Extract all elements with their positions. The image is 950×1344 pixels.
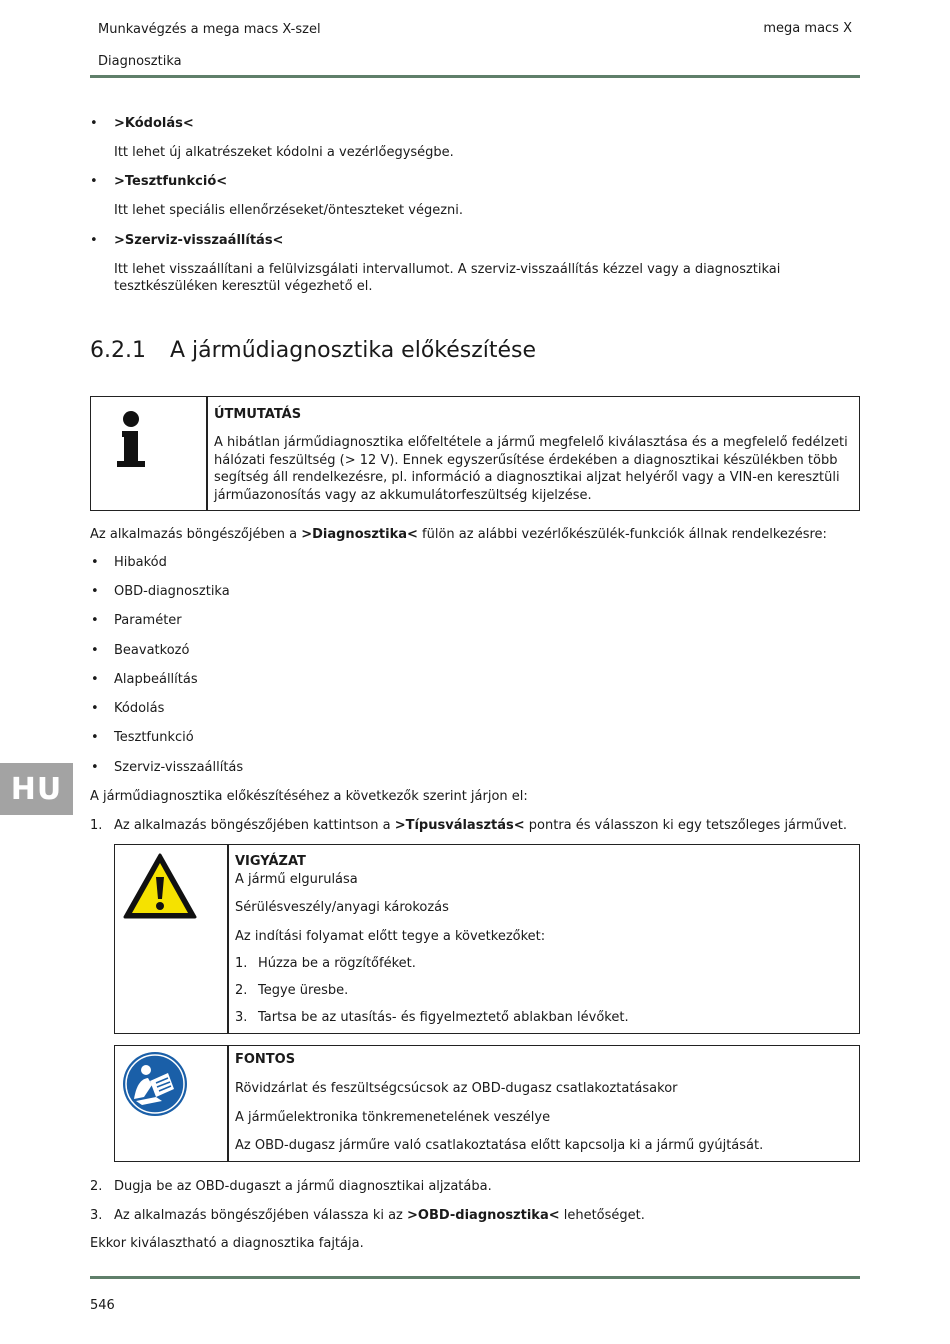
step-text-part: lehetőséget. bbox=[559, 1208, 645, 1223]
list-bullet: • bbox=[91, 613, 99, 628]
step-text-bold: >Típusválasztás< bbox=[394, 818, 525, 833]
list-item: Beavatkozó bbox=[114, 643, 190, 658]
warning-lead: Az indítási folyamat előtt tegye a következőket: bbox=[235, 929, 546, 944]
bullet-icon: • bbox=[90, 233, 98, 248]
header-product: mega macs X bbox=[763, 21, 852, 36]
step-number: 1. bbox=[90, 818, 103, 833]
step-number: 3. bbox=[90, 1208, 103, 1223]
bullet-icon: • bbox=[90, 116, 98, 131]
warning-step-number: 2. bbox=[235, 983, 248, 998]
bullet-desc: Itt lehet visszaállítani a felülvizsgálati intervallumot. A szerviz-visszaállítás kézzel vagy a diagnosztikai tesztkészüléken keresztül végezhető el. bbox=[114, 262, 781, 294]
warning-step-text: Tartsa be az utasítás- és figyelmeztető ablakban lévőket. bbox=[258, 1010, 629, 1025]
bullet-title: >Kódolás< bbox=[114, 116, 194, 131]
language-tab: HU bbox=[0, 763, 73, 815]
important-divider bbox=[227, 1046, 229, 1161]
list-item: Szerviz-visszaállítás bbox=[114, 760, 244, 775]
important-line: Rövidzárlat és feszültségcsúcsok az OBD-dugasz csatlakoztatásakor bbox=[235, 1081, 678, 1096]
list-item: Paraméter bbox=[114, 613, 182, 628]
important-line: Az OBD-dugasz járműre való csatlakoztatása előtt kapcsolja ki a jármű gyújtását. bbox=[235, 1138, 764, 1153]
list-bullet: • bbox=[91, 643, 99, 658]
prep-intro: A járműdiagnosztika előkészítéséhez a következők szerint járjon el: bbox=[90, 789, 528, 804]
bullet-title: >Tesztfunkció< bbox=[114, 174, 228, 189]
list-bullet: • bbox=[91, 555, 99, 570]
note-text: A hibátlan járműdiagnosztika előfeltétele a jármű megfelelő kiválasztása és a megfelelő fedélzeti hálózati feszültség (> 12 V). Ennek egyszerűsítése érdekében a diagnosztikai készülékben több segítség áll rendelkezésre, pl. információ a diagnosztikai aljzat helyéről vagy a VIN-en keresztüli járműazonosítás vagy az akkumulátorfeszültség kijelzése. bbox=[214, 435, 848, 503]
warning-step-number: 1. bbox=[235, 956, 248, 971]
note-box bbox=[90, 396, 860, 511]
important-title: FONTOS bbox=[235, 1052, 296, 1067]
step-text-part: Az alkalmazás böngészőjében kattintson a bbox=[114, 818, 395, 833]
step-text-part: Az alkalmazás böngészőjében válassza ki az bbox=[114, 1208, 408, 1223]
list-bullet: • bbox=[91, 672, 99, 687]
important-line: A járműelektronika tönkremenetelének veszélye bbox=[235, 1110, 551, 1125]
page-number: 546 bbox=[90, 1298, 115, 1313]
step-text bbox=[114, 818, 847, 833]
warning-step-text: Tegye üresbe. bbox=[258, 983, 349, 998]
section-title: A járműdiagnosztika előkészítése bbox=[170, 338, 537, 363]
info-icon bbox=[111, 409, 155, 469]
list-item: Alapbeállítás bbox=[114, 672, 198, 687]
list-bullet: • bbox=[91, 701, 99, 716]
read-manual-icon bbox=[122, 1051, 188, 1117]
bullet-icon: • bbox=[90, 174, 98, 189]
warning-divider bbox=[227, 845, 229, 1033]
warning-step-number: 3. bbox=[235, 1010, 248, 1025]
warning-box bbox=[114, 844, 860, 1034]
step-text bbox=[114, 1208, 645, 1223]
note-divider bbox=[206, 397, 208, 510]
warning-title: VIGYÁZAT bbox=[235, 854, 306, 869]
list-item: Hibakód bbox=[114, 555, 167, 570]
section-number: 6.2.1 bbox=[90, 338, 146, 363]
warning-risk: Sérülésveszély/anyagi károkozás bbox=[235, 900, 449, 915]
step-text-part: pontra és válasszon ki egy tetszőleges járművet. bbox=[524, 818, 847, 833]
list-item: OBD-diagnosztika bbox=[114, 584, 230, 599]
section-heading bbox=[90, 338, 536, 363]
warning-step-text: Húzza be a rögzítőféket. bbox=[258, 956, 416, 971]
step-text-bold: >OBD-diagnosztika< bbox=[407, 1208, 560, 1223]
step-text-part: Dugja be az OBD-dugaszt a jármű diagnosztikai aljzatába. bbox=[114, 1179, 492, 1194]
header-section: Diagnosztika bbox=[98, 54, 182, 69]
list-item: Kódolás bbox=[114, 701, 165, 716]
functions-intro-text: fülön az alábbi vezérlőkészülék-funkciók állnak rendelkezésre: bbox=[417, 527, 827, 542]
bullet-desc: Itt lehet speciális ellenőrzéseket/önteszteket végezni. bbox=[114, 203, 464, 218]
important-box bbox=[114, 1045, 860, 1162]
list-item: Tesztfunkció bbox=[114, 730, 194, 745]
functions-intro bbox=[90, 527, 827, 542]
header-rule bbox=[90, 75, 860, 78]
step-number: 2. bbox=[90, 1179, 103, 1194]
bullet-desc: Itt lehet új alkatrészeket kódolni a vezérlőegységbe. bbox=[114, 145, 454, 160]
footer-rule bbox=[90, 1276, 860, 1279]
header-chapter: Munkavégzés a mega macs X-szel bbox=[98, 22, 321, 37]
bullet-title: >Szerviz-visszaállítás< bbox=[114, 233, 284, 248]
closing-text: Ekkor kiválasztható a diagnosztika fajtája. bbox=[90, 1236, 364, 1251]
note-title: ÚTMUTATÁS bbox=[214, 407, 302, 422]
step-text bbox=[114, 1179, 492, 1194]
list-bullet: • bbox=[91, 760, 99, 775]
warning-subtitle: A jármű elgurulása bbox=[235, 872, 358, 887]
list-bullet: • bbox=[91, 730, 99, 745]
warning-triangle-icon bbox=[122, 851, 198, 921]
functions-intro-bold: >Diagnosztika< bbox=[301, 527, 418, 542]
functions-intro-text: Az alkalmazás böngészőjében a bbox=[90, 527, 302, 542]
list-bullet: • bbox=[91, 584, 99, 599]
